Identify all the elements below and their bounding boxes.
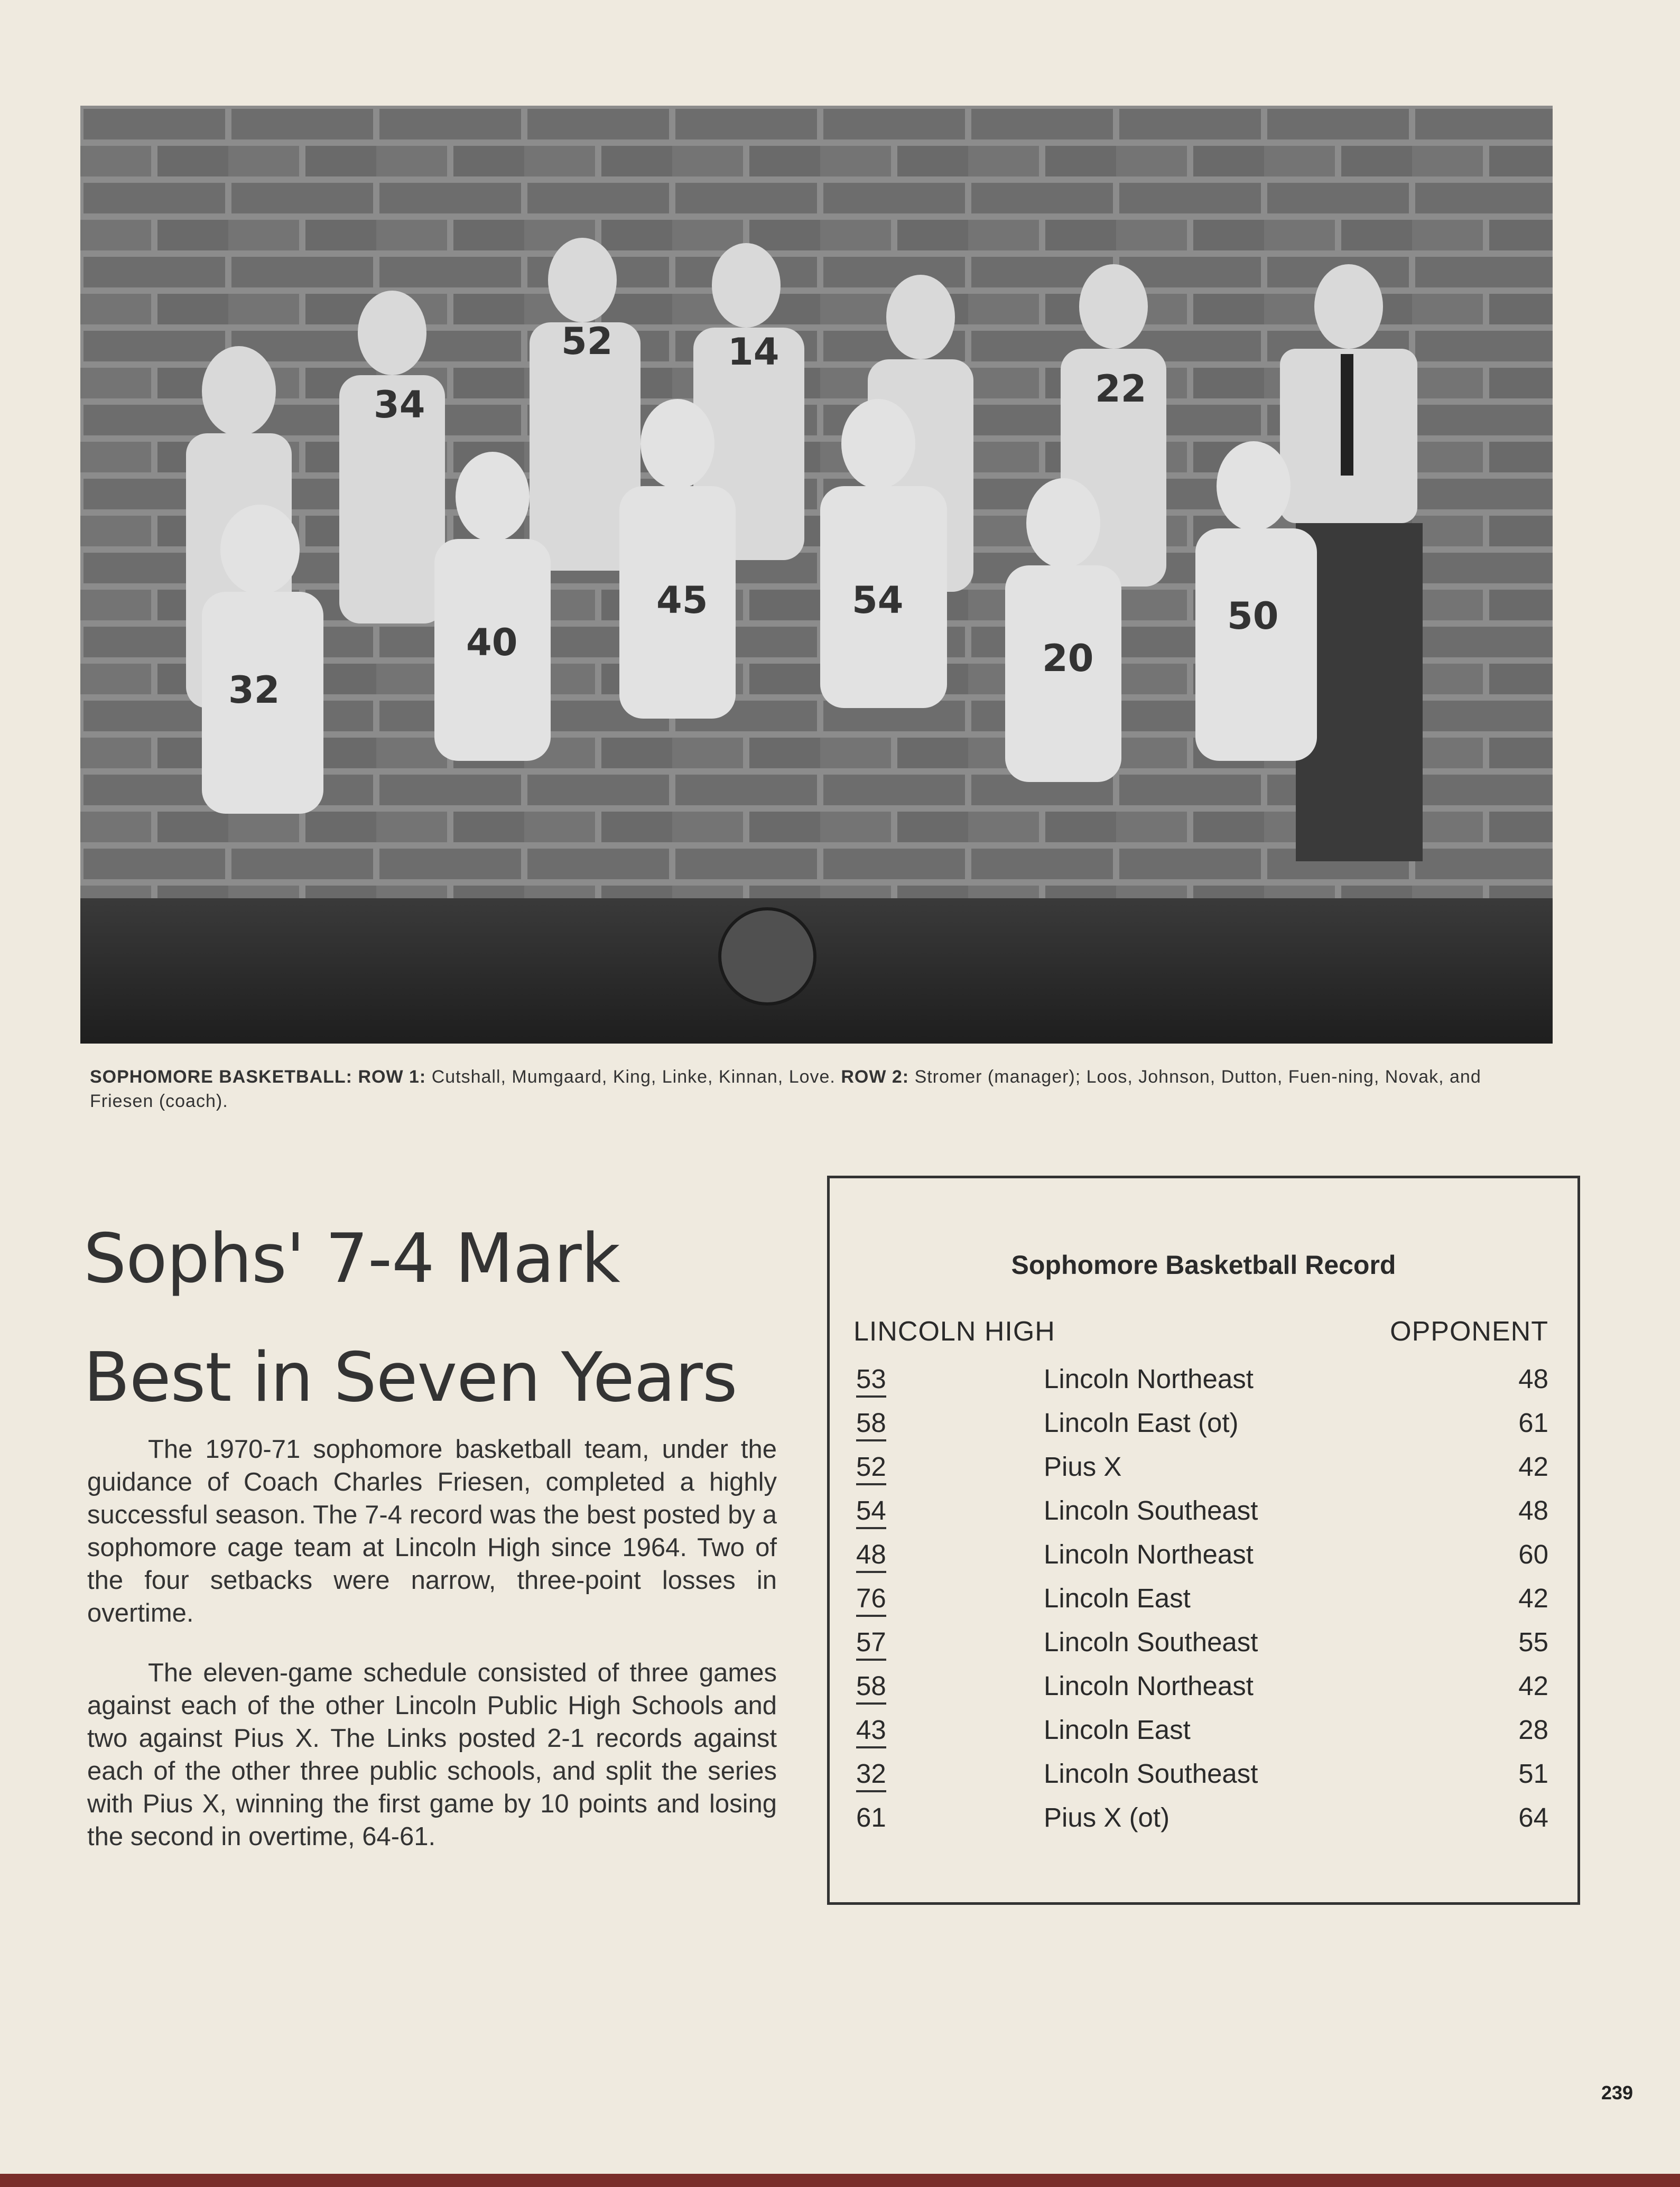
game-row — [830, 1495, 1577, 1539]
caption-row2-label: ROW 2: — [841, 1067, 909, 1087]
game-row — [830, 1583, 1577, 1626]
opponent-name: Lincoln Northeast — [1044, 1364, 1254, 1394]
caption-row1-names: Cutshall, Mumgaard, King, Linke, Kinnan, Love. — [431, 1067, 836, 1087]
svg-text:50: 50 — [1227, 594, 1279, 638]
opponent-name: Pius X (ot) — [1044, 1802, 1170, 1832]
lincoln-score: 58 — [856, 1670, 886, 1705]
opponent-score: 64 — [1518, 1802, 1548, 1832]
svg-text:34: 34 — [374, 383, 425, 426]
lincoln-high-header: LINCOLN HIGH — [853, 1316, 1055, 1347]
headline-line-1: Sophs' 7-4 Mark — [83, 1220, 620, 1298]
opponent-score: 28 — [1518, 1715, 1548, 1745]
svg-text:52: 52 — [561, 320, 613, 363]
lincoln-score: 32 — [856, 1758, 886, 1792]
game-row — [830, 1363, 1577, 1407]
svg-text:22: 22 — [1095, 367, 1147, 411]
svg-text:32: 32 — [228, 668, 280, 712]
svg-text:14: 14 — [728, 330, 779, 374]
game-row — [830, 1539, 1577, 1583]
lincoln-score: 54 — [856, 1495, 886, 1529]
game-row — [830, 1407, 1577, 1451]
article-paragraph-2: The eleven-game schedule consisted of three games against each of the other Lincoln Public High Schools and two against Pius X. The Links posted 2-1 records against each of the other three public schools, and split the series with Pius X, winning the first game by 10 points and losing the second in overtime, 64-61. — [87, 1659, 777, 1851]
svg-text:20: 20 — [1042, 637, 1094, 680]
headline-line-2: Best in Seven Years — [83, 1338, 737, 1417]
article-headline — [83, 1199, 823, 1437]
opponent-name: Lincoln East — [1044, 1715, 1191, 1745]
opponent-score: 51 — [1518, 1758, 1548, 1789]
opponent-name: Lincoln Northeast — [1044, 1539, 1254, 1569]
lincoln-score: 48 — [856, 1539, 886, 1573]
opponent-header: OPPONENT — [1390, 1316, 1548, 1347]
photo-caption — [90, 1065, 1548, 1113]
lincoln-score: 58 — [856, 1407, 886, 1441]
opponent-score: 60 — [1518, 1539, 1548, 1569]
opponent-score: 42 — [1518, 1451, 1548, 1482]
opponent-name: Lincoln Northeast — [1044, 1671, 1254, 1701]
caption-row2-names: Stromer (manager); Loos, Johnson, Dutton, Fuen-ning, Novak, and Friesen (coach). — [90, 1067, 1481, 1111]
game-row — [830, 1626, 1577, 1670]
page-edge-strip — [0, 2174, 1680, 2187]
game-row — [830, 1670, 1577, 1714]
game-row — [830, 1758, 1577, 1802]
record-title: Sophomore Basketball Record — [1011, 1250, 1396, 1280]
game-row — [830, 1714, 1577, 1758]
game-row — [830, 1451, 1577, 1495]
team-photo — [80, 106, 1553, 1044]
opponent-name: Lincoln East (ot) — [1044, 1408, 1239, 1438]
page-number: 239 — [1601, 2082, 1633, 2104]
opponent-score: 42 — [1518, 1583, 1548, 1613]
caption-row1-label: ROW 1: — [358, 1067, 426, 1087]
game-row — [830, 1802, 1577, 1846]
opponent-name: Lincoln Southeast — [1044, 1495, 1258, 1525]
caption-lead: SOPHOMORE BASKETBALL: — [90, 1067, 352, 1087]
lincoln-score: 43 — [856, 1714, 886, 1748]
opponent-score: 61 — [1518, 1408, 1548, 1438]
svg-text:54: 54 — [852, 579, 904, 622]
opponent-score: 42 — [1518, 1671, 1548, 1701]
lincoln-score: 61 — [856, 1802, 886, 1832]
lincoln-score: 52 — [856, 1451, 886, 1485]
lincoln-score: 53 — [856, 1363, 886, 1398]
opponent-score: 55 — [1518, 1627, 1548, 1657]
opponent-score: 48 — [1518, 1495, 1548, 1525]
opponent-name: Lincoln Southeast — [1044, 1758, 1258, 1789]
opponent-score: 48 — [1518, 1364, 1548, 1394]
opponent-name: Lincoln East — [1044, 1583, 1191, 1613]
opponent-name: Pius X — [1044, 1451, 1122, 1482]
record-table — [827, 1176, 1580, 1905]
svg-text:45: 45 — [656, 579, 708, 622]
opponent-name: Lincoln Southeast — [1044, 1627, 1258, 1657]
svg-text:40: 40 — [466, 621, 518, 664]
article-paragraph-1: The 1970-71 sophomore basketball team, under the guidance of Coach Charles Friesen, completed a highly successful season. The 7-4 record was the best posted by a sophomore cage team at Lincoln High since 1964. Two of the four setbacks were narrow, three-point losses in overtime. — [87, 1435, 777, 1627]
team-photo-illustration — [80, 106, 1553, 1044]
lincoln-score: 76 — [856, 1583, 886, 1617]
lincoln-score: 57 — [856, 1626, 886, 1661]
